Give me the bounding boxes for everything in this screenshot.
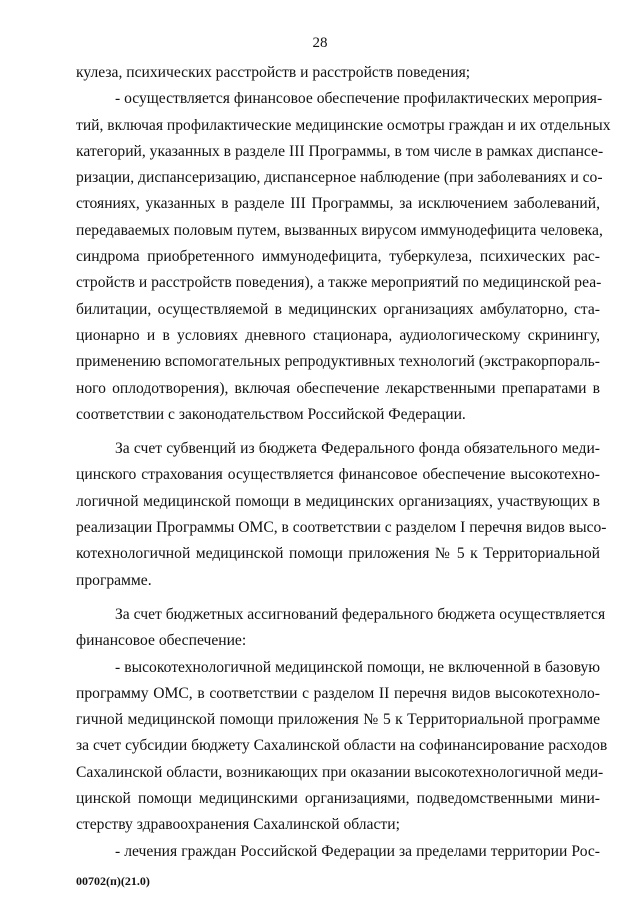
text-line: программу ОМС, в соответствии с разделом II перечня видов высокотехноло-: [76, 684, 600, 702]
text-line: котехнологичной медицинской помощи приложения № 5 к Территориальной: [76, 545, 600, 563]
text-line: Сахалинской области, возникающих при оказании высокотехнологичной меди-: [76, 763, 604, 781]
text-line: логичной медицинской помощи в медицинских организациях, участвующих в: [76, 492, 600, 510]
page-number: 28: [312, 35, 328, 51]
paragraph-continuation: [76, 60, 600, 86]
text-line: цинской помощи медицинскими организациями, подведомственными мини-: [76, 790, 600, 808]
text-line: за счет субсидии бюджету Сахалинской области на софинансирование расходов: [76, 737, 608, 755]
text-line: билитации, осуществляемой в медицинских организациях амбулаторно, ста-: [76, 300, 600, 318]
text-line: ционарно и в условиях дневного стационара, аудиологическому скринингу,: [76, 326, 600, 344]
text-line: ного оплодотворения), включая обеспечение лекарственными препаратами в: [76, 379, 600, 397]
paragraph-subventions: [76, 436, 607, 594]
text-line: - осуществляется финансовое обеспечение профилактических мероприя-: [115, 90, 603, 108]
text-line: передаваемых половым путем, вызванных вирусом иммунодефицита человека,: [76, 221, 603, 239]
text-line: - высокотехнологичной медицинской помощи, не включенной в базовую: [115, 658, 600, 676]
text-line: гичной медицинской помощи приложения № 5 к Территориальной программе: [76, 711, 600, 729]
text-line: стройств и расстройств поведения), а также мероприятий по медицинской реа-: [76, 274, 602, 292]
paragraph-treatment-abroad: [76, 839, 600, 865]
text-line: синдрома приобретенного иммунодефицита, туберкулеза, психических рас-: [76, 248, 600, 266]
text-line: цинского страхования осуществляется финансовое обеспечение высокотехно-: [76, 466, 600, 484]
text-line: применению вспомогательных репродуктивных технологий (экстракорпораль-: [76, 353, 600, 371]
text-line: программе.: [76, 571, 152, 589]
text-line: ризации, диспансеризацию, диспансерное наблюдение (при заболеваниях и со-: [76, 169, 603, 187]
document-code: 00702(п)(21.0): [76, 874, 150, 888]
text-line: За счет бюджетных ассигнований федерального бюджета осуществляется: [115, 605, 606, 623]
paragraph-federal-budget: [76, 602, 606, 655]
text-line: кулеза, психических расстройств и расстройств поведения;: [76, 64, 471, 81]
text-line: финансовое обеспечение:: [76, 632, 247, 650]
text-line: - лечения граждан Российской Федерации за пределами территории Рос-: [115, 842, 600, 860]
text-line: соответствии с законодательством Российской Федерации.: [76, 405, 466, 423]
text-line: стояниях, указанных в разделе III Программы, за исключением заболеваний,: [76, 195, 600, 213]
paragraph-gap: [76, 594, 600, 602]
text-line: тий, включая профилактические медицинские осмотры граждан и их отдельных: [76, 116, 611, 134]
paragraph-gap: [76, 428, 600, 436]
text-line: реализации Программы ОМС, в соответствии с разделом I перечня видов высо-: [76, 519, 607, 537]
paragraph-preventive-measures: [76, 86, 611, 428]
paragraph-high-tech-care: [76, 655, 608, 839]
text-line: За счет субвенций из бюджета Федерального фонда обязательного меди-: [115, 440, 600, 458]
text-line: категорий, указанных в разделе III Программы, в том числе в рамках диспансе-: [76, 142, 604, 160]
text-line: стерству здравоохранения Сахалинской области;: [76, 816, 400, 834]
document-body: [76, 60, 611, 865]
